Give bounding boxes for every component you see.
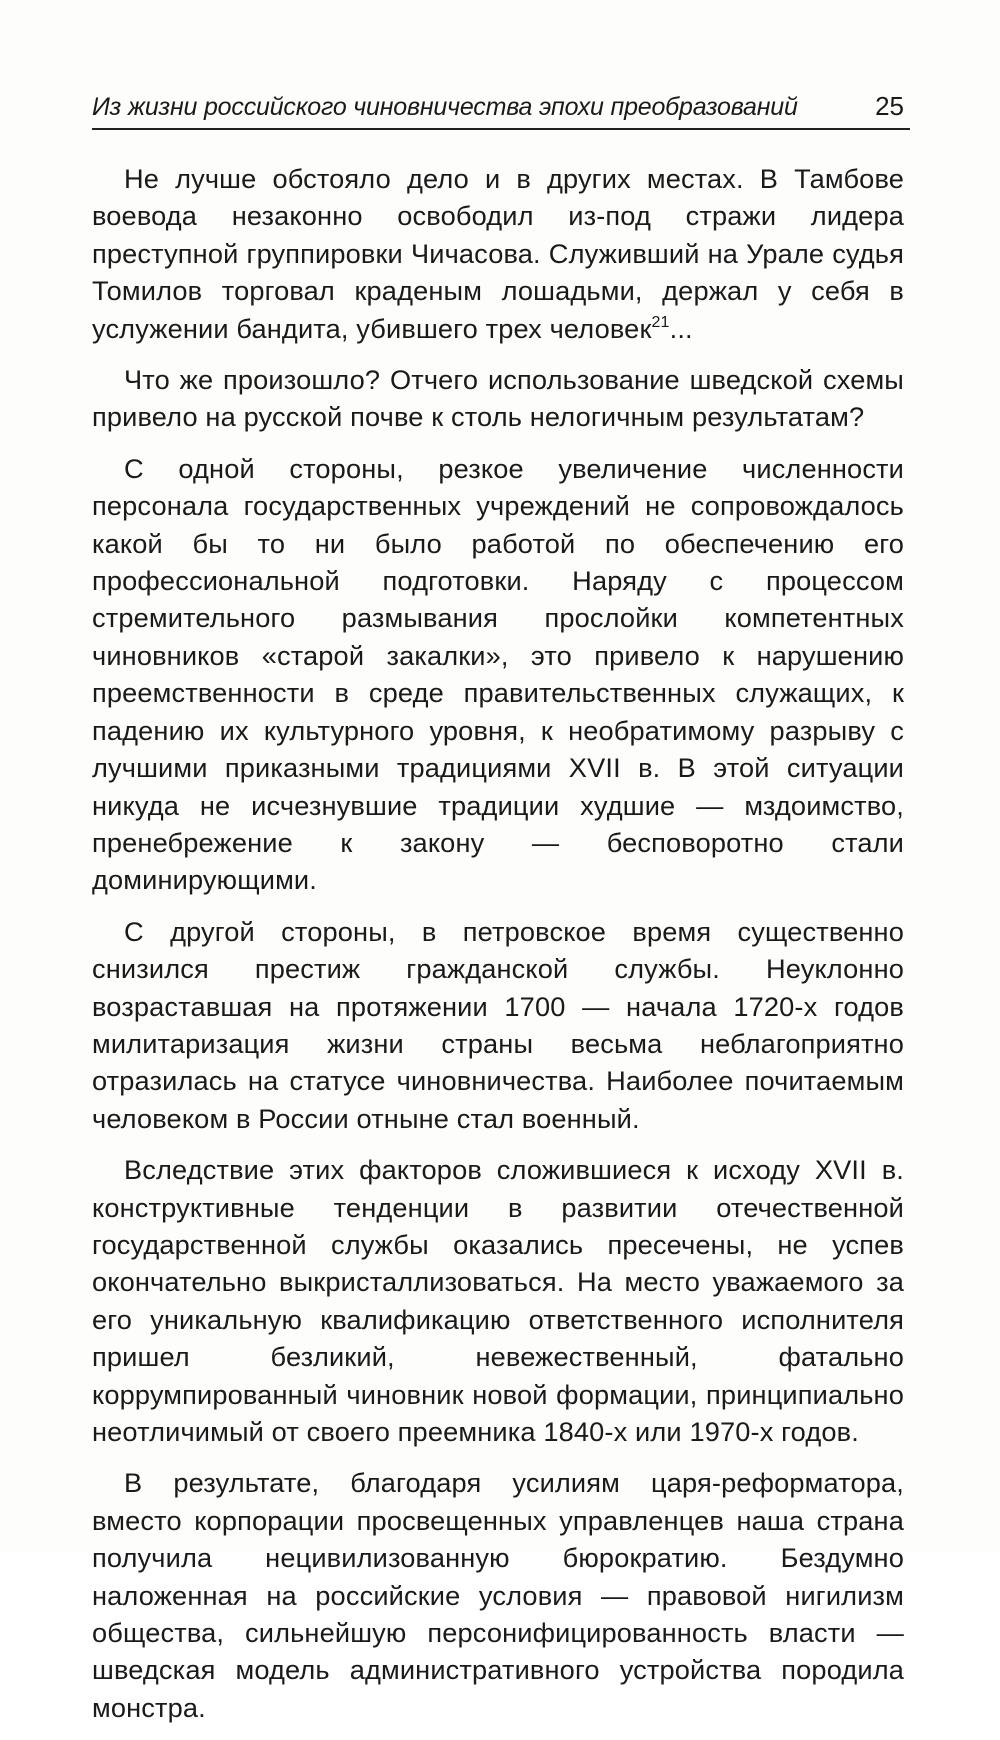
paragraph-text: Что же произошло? Отчего использование шведской схемы привело на русской почве к столь нелогичным результатам? bbox=[92, 364, 904, 433]
paragraph-text: С одной стороны, резкое увеличение численности персонала государственных учреждений не сопровождалось какой бы то ни было работой по обеспечению его профессиональной подготовки. Наряду с процессом стремительного размывания прослойки компетентных чиновников «старой закалки», это привело к нарушению преемственности в среде правительственных служащих, к падению их культурного уровня, к необратимому разрыву с лучшими приказными традициями XVII в. В этой ситуации никуда не исчезнувшие традиции худшие — мздоимство, пренебрежение к закону — бесповоротно стали доминирующими. bbox=[92, 452, 904, 896]
paragraph-text: С другой стороны, в петровское время существенно снизился престиж гражданской службы. Неуклонно возраставшая на протяжении 1700 — начала 1720-х годов милитаризация жизни страны весьма неблагоприятно отразилась на статусе чиновничества. Наиболее почитаемым человеком в России отныне стал военный. bbox=[92, 915, 904, 1134]
running-head-title: Из жизни российского чиновничества эпохи преобразований bbox=[92, 93, 798, 121]
paragraph bbox=[92, 1151, 904, 1450]
paragraph bbox=[92, 913, 904, 1137]
body-text bbox=[92, 160, 904, 1740]
page-number: 25 bbox=[875, 91, 904, 121]
paragraph-text: В результате, благодаря усилиям царя-реформатора, вместо корпорации просвещенных управленцев наша страна получила нецивилизованную бюрократию. Бездумно наложенная на российские условия — правовой нигилизм общества, сильнейшую персонифицированность власти — шведская модель административного устройства породила монстра. bbox=[92, 1467, 904, 1723]
paragraph bbox=[92, 1464, 904, 1726]
paragraph-text: Вследствие этих факторов сложившиеся к исходу XVII в. конструктивные тенденции в развитии отечественной государственной службы оказались пресечены, не успев окончательно выкристаллизоваться. На место уважаемого за его уникальную квалификацию ответственного исполнителя пришел безликий, невежественный, фатально коррумпированный чиновник новой формации, принципиально неотличимый от своего преемника 1840-х или 1970-х годов. bbox=[92, 1154, 904, 1447]
running-head bbox=[92, 88, 910, 130]
paragraph bbox=[92, 450, 904, 899]
paragraph-ellipsis: ... bbox=[669, 312, 693, 344]
paragraph-text: Не лучше обстояло дело и в других местах. В Тамбове воевода незаконно освободил из-под стражи лидера преступной группировки Чичасова. Служивший на Урале судья Томилов торговал краденым лошадьми, держал у себя в услужении бандита, убившего трех человек bbox=[92, 163, 904, 344]
paragraph bbox=[92, 361, 904, 436]
footnote-reference[interactable]: 21 bbox=[651, 313, 670, 331]
paragraph bbox=[92, 160, 904, 347]
